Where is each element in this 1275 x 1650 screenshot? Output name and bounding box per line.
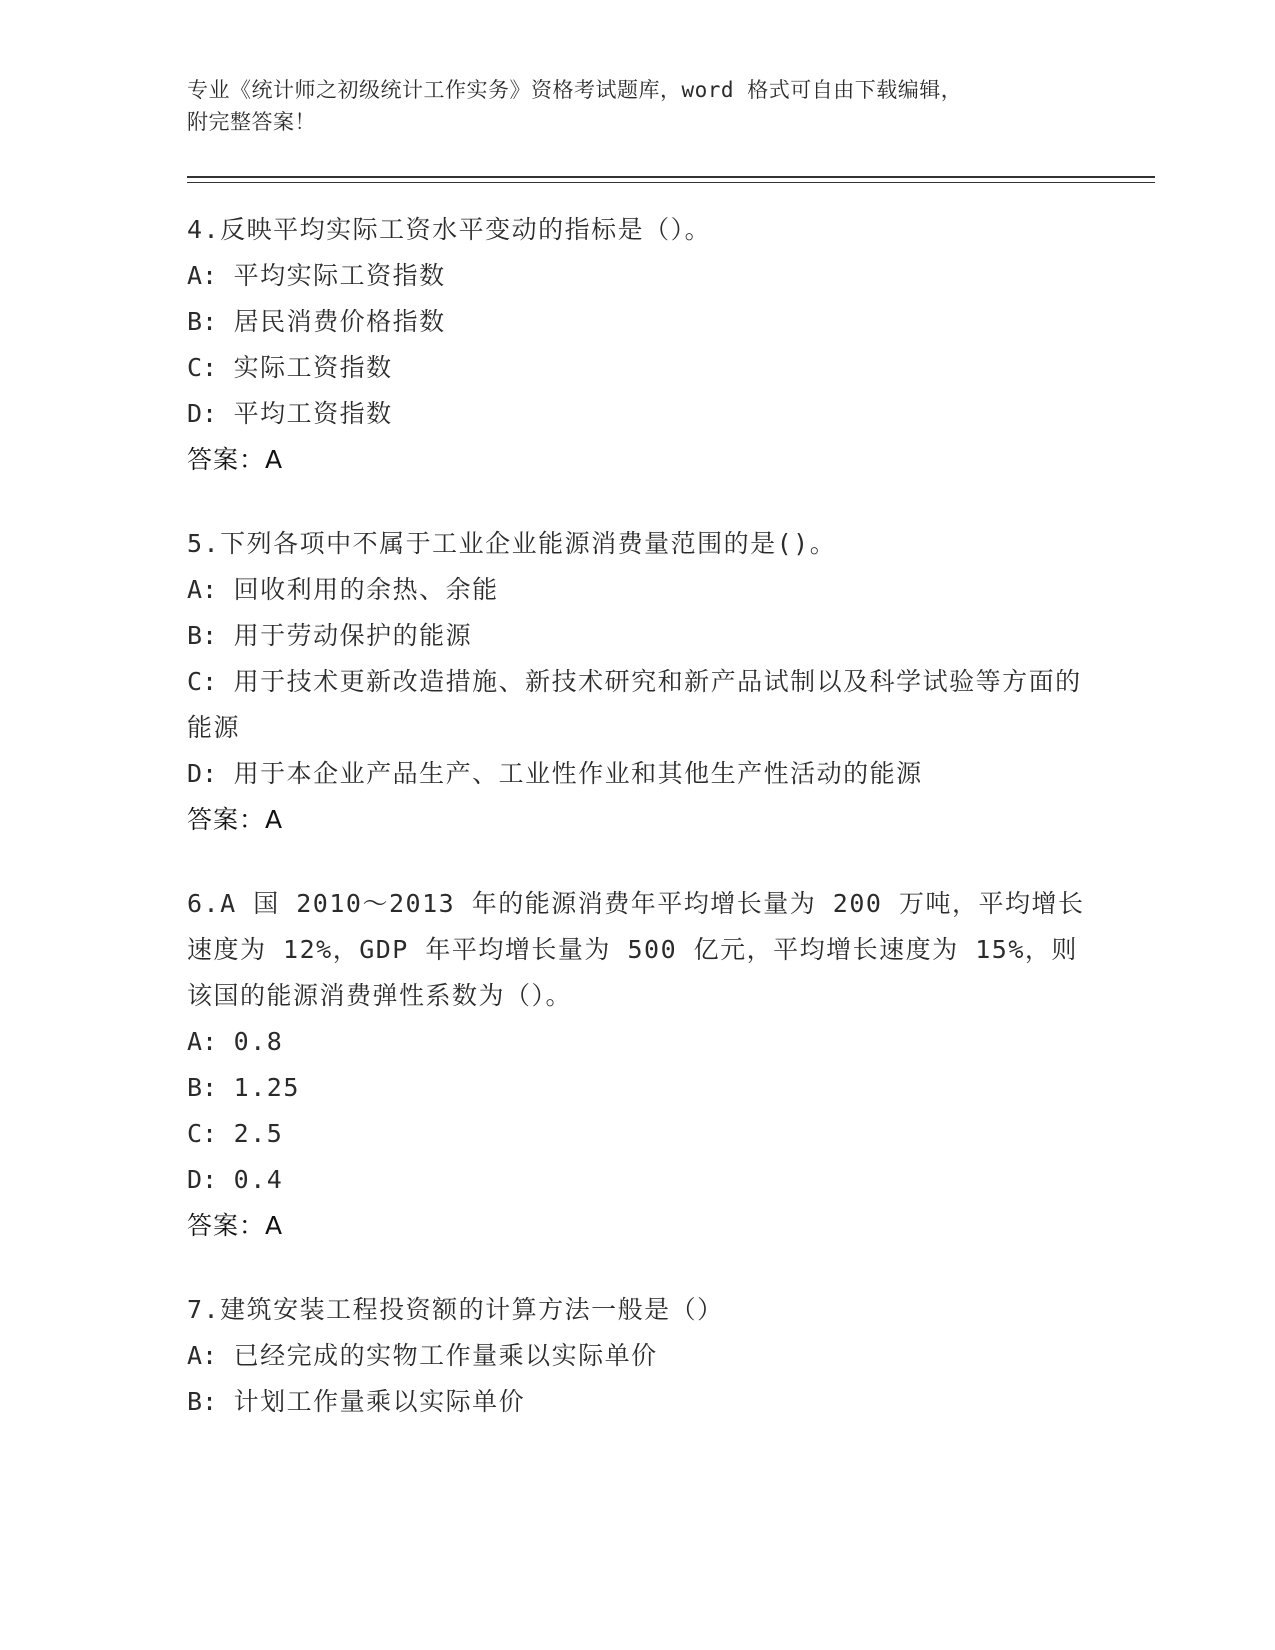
- option-letter: A:: [187, 1027, 218, 1056]
- question-stem: 6.A 国 2010～2013 年的能源消费年平均增长量为 200 万吨，平均增长速度为 12%，GDP 年平均增长量为 500 亿元，平均增长速度为 15%，则该国的能源消费弹性系数为（）。: [187, 889, 1085, 1010]
- option-text: 计划工作量乘以实际单价: [233, 1387, 526, 1416]
- option-text: 0.8: [233, 1027, 284, 1056]
- option-text: 0.4: [233, 1165, 284, 1194]
- option-text: 平均工资指数: [233, 399, 393, 428]
- option-c: [187, 345, 1087, 391]
- option-text: 居民消费价格指数: [233, 307, 446, 336]
- option-letter: D:: [187, 759, 218, 788]
- option-text: 平均实际工资指数: [233, 261, 446, 290]
- header-divider-thick: [187, 176, 1155, 178]
- option-c: [187, 659, 1087, 751]
- option-text: 用于技术更新改造措施、新技术研究和新产品试制以及科学试验等方面的能源: [187, 667, 1082, 742]
- option-letter: B:: [187, 621, 218, 650]
- option-letter: C:: [187, 667, 218, 696]
- option-text: 已经完成的实物工作量乘以实际单价: [233, 1341, 658, 1370]
- option-b: [187, 1379, 1087, 1425]
- option-letter: B:: [187, 307, 218, 336]
- question-5: [187, 521, 1087, 843]
- option-text: 实际工资指数: [233, 353, 393, 382]
- option-letter: D:: [187, 1165, 218, 1194]
- option-text: 回收利用的余热、余能: [233, 575, 499, 604]
- option-letter: A:: [187, 575, 218, 604]
- question-6: [187, 881, 1087, 1249]
- option-letter: B:: [187, 1387, 218, 1416]
- question-stem: 4.反映平均实际工资水平变动的指标是（）。: [187, 215, 712, 244]
- option-text: 1.25: [233, 1073, 300, 1102]
- answer-line: 答案：A: [187, 805, 284, 834]
- question-stem: 7.建筑安装工程投资额的计算方法一般是（）: [187, 1295, 724, 1324]
- option-d: [187, 391, 1087, 437]
- option-a: [187, 567, 1087, 613]
- option-b: [187, 613, 1087, 659]
- answer-line: 答案：A: [187, 1211, 284, 1240]
- document-header: [187, 74, 1087, 138]
- option-letter: B:: [187, 1073, 218, 1102]
- option-letter: A:: [187, 261, 218, 290]
- header-line-2: 附完整答案！: [187, 110, 316, 134]
- option-d: [187, 1157, 1087, 1203]
- option-text: 用于劳动保护的能源: [233, 621, 473, 650]
- header-divider-thin: [187, 182, 1155, 183]
- option-letter: C:: [187, 353, 218, 382]
- option-text: 用于本企业产品生产、工业性作业和其他生产性活动的能源: [233, 759, 923, 788]
- question-4: [187, 207, 1087, 483]
- option-letter: A:: [187, 1341, 218, 1370]
- option-d: [187, 751, 1087, 797]
- option-a: [187, 1333, 1087, 1379]
- header-line-1: 专业《统计师之初级统计工作实务》资格考试题库，word 格式可自由下载编辑，: [187, 78, 963, 102]
- option-letter: C:: [187, 1119, 218, 1148]
- option-letter: D:: [187, 399, 218, 428]
- option-a: [187, 1019, 1087, 1065]
- option-c: [187, 1111, 1087, 1157]
- option-b: [187, 299, 1087, 345]
- question-list: [187, 207, 1087, 1463]
- option-b: [187, 1065, 1087, 1111]
- question-stem: 5.下列各项中不属于工业企业能源消费量范围的是()。: [187, 529, 837, 558]
- option-a: [187, 253, 1087, 299]
- question-7: [187, 1287, 1087, 1425]
- option-text: 2.5: [233, 1119, 284, 1148]
- answer-line: 答案：A: [187, 445, 284, 474]
